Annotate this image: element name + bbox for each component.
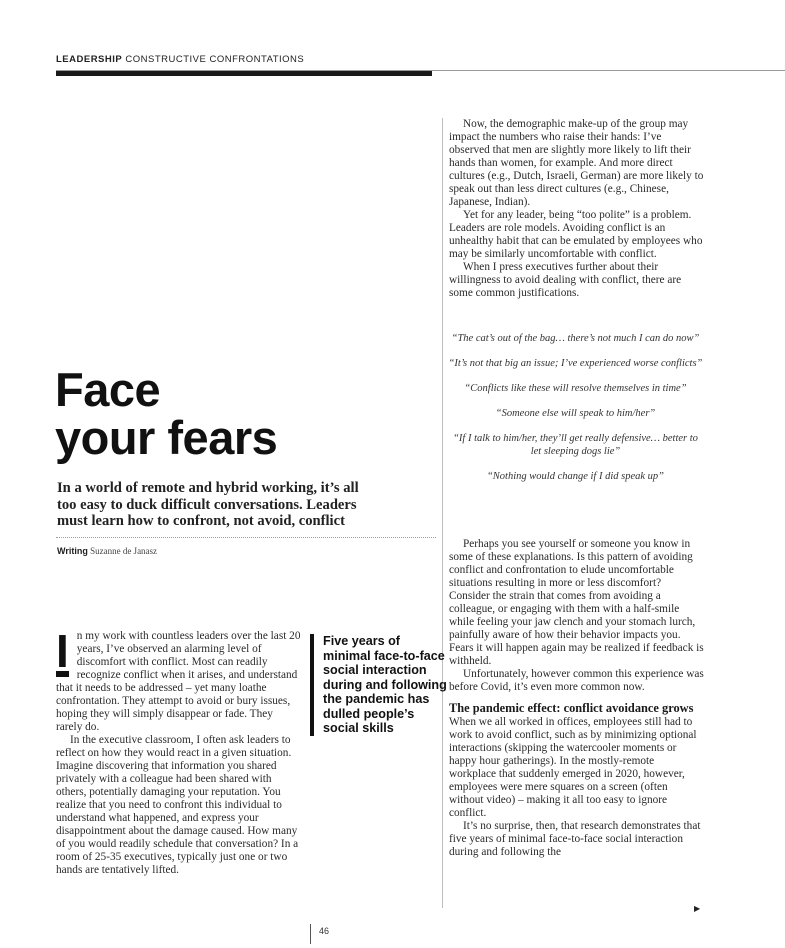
quote-item: “If I talk to him/her, they’ll get really defensive… better to let sleeping dogs lie” [453, 433, 698, 457]
section-label: LEADERSHIP [56, 54, 123, 65]
quote-item: “Conflicts like these will resolve themselves in time” [464, 383, 687, 394]
quote-item: “Nothing would change if I did speak up” [486, 471, 665, 482]
paragraph: Perhaps you see yourself or someone you know in some of these explanations. Is this pattern of avoiding conflict and confrontation to elude uncomfortable situations resulting in more or less discomfort? Consider the strain that comes from avoiding a colleague, or engaging with them with a half-smile while feeling your jaw clench and your stomach lurch, painfully aware of how their behavior impacts you. Fears it will happen again may be realized if feedback is withheld. [449, 538, 704, 667]
title-line-2: your fears [55, 411, 278, 464]
column-divider [442, 118, 443, 908]
standfirst: In a world of remote and hybrid working, it’s all too easy to duck difficult conversations. Leaders must learn how to confront, not avoid, conflict [57, 480, 359, 529]
section-topic: CONSTRUCTIVE CONFRONTATIONS [125, 54, 305, 65]
section-header [56, 54, 304, 65]
page-number: 46 [319, 926, 330, 936]
body-column-2-bottom [449, 538, 704, 859]
byline-author: Suzanne de Janasz [90, 546, 158, 556]
paragraph: Yet for any leader, being “too polite” is a problem. Leaders are role models. Avoiding conflict is an unhealthy habit that can be emulated by employees who may be similarly uncomfortable with conflict. [449, 209, 703, 260]
paragraph: In the executive classroom, I often ask leaders to reflect on how they would react in a given situation. Imagine discovering that information you shared privately with a colleague had been shared with others, potentially damaging your reputation. You realize that you need to confront this individual to understand what happened, and express your disappointment about the damage caused. How many of you would readily schedule that conversation? In a room of 25-35 executives, typically just one or two hands are tentatively lifted. [56, 734, 299, 876]
paragraph: Now, the demographic make-up of the group may impact the numbers who raise their hands: I’ve observed that men are slightly more likely to lift their hands than women, for example. And more direct cultures (e.g., Dutch, Israeli, German) are more likely to speak out than less direct cultures (e.g., Chinese, Japanese, Indian). [449, 118, 704, 208]
paragraph-text: n my work with countless leaders over the last 20 years, I’ve observed an alarming level of discomfort with conflict. Most can readily recognize conflict when it arises, and understand that it needs to be addressed – yet many loathe confrontation. They attempt to avoid or bury issues, hoping they will simply disappear or fade. They rarely do. [56, 630, 301, 733]
paragraph: It’s no surprise, then, that research demonstrates that five years of minimal face-to-face social interaction during and following the [449, 819, 701, 858]
paragraph [56, 625, 302, 734]
paragraph: Unfortunately, however common this experience was before Covid, it’s even more common now. [449, 668, 704, 693]
paragraph: When we all worked in offices, employees still had to work to avoid conflict, such as by minimizing optional interactions (skipping the watercooler moments or happy hour gatherings). In the mostly-remote workplace that suddenly emerged in 2020, however, employees were mere squares on a screen (often without video) – making it all too easy to ignore conflict. [449, 715, 697, 819]
quote-item: “The cat’s out of the bag… there’s not much I can do now” [451, 333, 700, 344]
body-column-1 [56, 625, 302, 877]
pull-quote: Five years of minimal face-to-face social interaction during and following the pandemic has dulled people’s social skills [310, 634, 449, 736]
drop-cap: I [56, 625, 69, 677]
paragraph: When I press executives further about their willingness to avoid dealing with conflict, there are some common justifications. [449, 261, 682, 299]
title-line-1: Face [55, 363, 161, 416]
byline [57, 546, 157, 556]
quote-item: “Someone else will speak to him/her” [495, 408, 656, 419]
subheading: The pandemic effect: conflict avoidance grows [449, 701, 694, 715]
footer-divider [310, 924, 311, 944]
body-column-2-top [449, 118, 704, 300]
justification-quotes [448, 332, 703, 495]
byline-label: Writing [57, 546, 88, 556]
article-title [55, 363, 278, 464]
standfirst-divider [56, 537, 436, 538]
quote-item: “It’s not that big an issue; I’ve experienced worse conflicts” [448, 358, 703, 369]
header-rule-accent [56, 71, 432, 76]
continue-arrow-icon: ▶ [694, 904, 701, 913]
